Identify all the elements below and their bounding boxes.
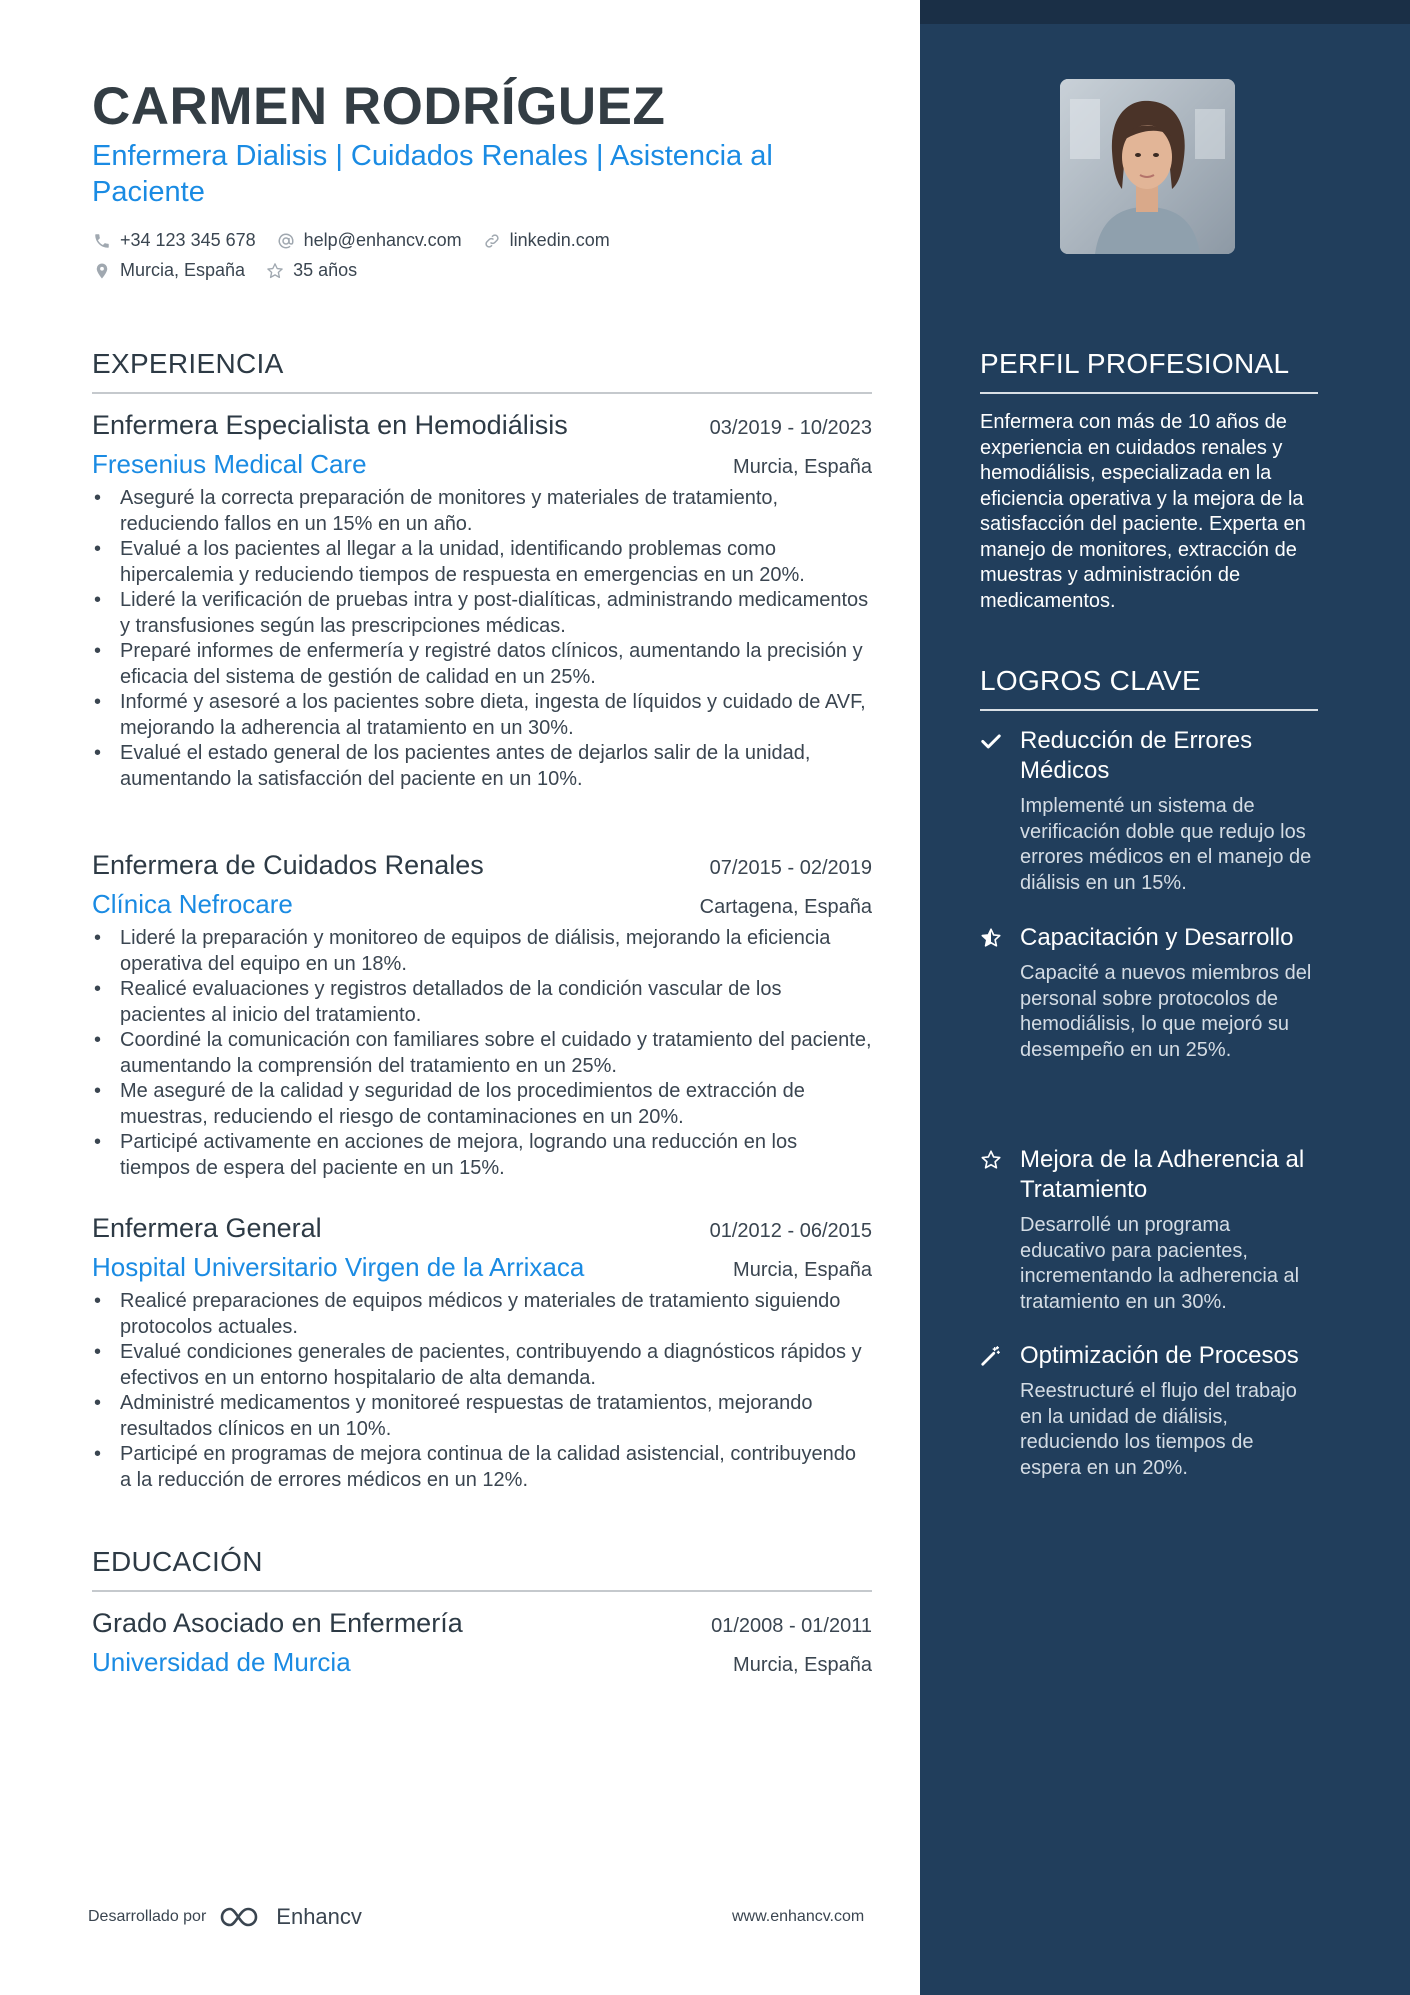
job-bullet: • Aseguré la correcta preparación de monitores y materiales de tratamiento, reduciendo fallos en un 15% en un año. — [92, 486, 872, 537]
job-bullets — [92, 926, 872, 1181]
sidebar-top-bar — [920, 0, 1410, 24]
job-bullet: • Informé y asesoré a los pacientes sobre dieta, ingesta de líquidos y cuidado de AVF, mejorando la adherencia al tratamiento en un 30%. — [92, 690, 872, 741]
job-bullets — [92, 1289, 872, 1493]
job-bullet: • Evalué condiciones generales de pacientes, contribuyendo a diagnósticos rápidos y efectivos en un entorno hospitalario de alta demanda. — [92, 1340, 872, 1391]
job-bullet: • Lideré la preparación y monitoreo de equipos de diálisis, mejorando la eficiencia operativa del equipo en un 18%. — [92, 926, 872, 977]
age-text: 35 años — [293, 260, 358, 280]
linkedin-text: linkedin.com — [509, 230, 610, 250]
linkedin-item[interactable] — [482, 230, 610, 251]
location-text: Murcia, España — [120, 260, 246, 280]
achievement-title: Capacitación y Desarrollo — [1020, 924, 1294, 951]
email-item[interactable] — [276, 230, 462, 251]
experience-section-title: EXPERIENCIA — [92, 348, 872, 394]
achievements-section-title: LOGROS CLAVE — [980, 665, 1318, 711]
job-company[interactable]: Fresenius Medical Care — [92, 449, 367, 479]
location-pin-icon — [92, 261, 112, 281]
location-item — [92, 260, 245, 281]
achievement-desc: Reestructuré el flujo del trabajo en la unidad de diálisis, reduciendo los tiempos de espera en un 20%. — [1020, 1380, 1297, 1479]
job-bullet: • Me aseguré de la calidad y seguridad de los procedimientos de extracción de muestras, reduciendo el riesgo de contaminaciones en un 20%. — [92, 1079, 872, 1130]
profile-section-title: PERFIL PROFESIONAL — [980, 348, 1318, 394]
job-location: Murcia, España — [733, 1259, 872, 1281]
job-bullet: • Participé activamente en acciones de mejora, logrando una reducción en los tiempos de espera del paciente en un 15%. — [92, 1130, 872, 1181]
job-entry — [92, 850, 872, 1181]
enhancv-logo-icon — [218, 1904, 266, 1930]
profile-photo-image — [1060, 79, 1235, 254]
star-icon — [265, 261, 285, 281]
footer-website[interactable]: www.enhancv.com — [732, 1908, 865, 1925]
contact-row-2 — [92, 260, 377, 281]
job-company[interactable]: Hospital Universitario Virgen de la Arrixaca — [92, 1252, 585, 1282]
phone-icon — [92, 231, 112, 251]
contact-row-1 — [92, 230, 630, 251]
star-outline-icon — [980, 1149, 1002, 1171]
job-entry — [92, 410, 872, 792]
achievement-title: Mejora de la Adherencia al Tratamiento — [1020, 1146, 1305, 1203]
footer-branding — [88, 1904, 362, 1930]
job-bullet: • Administré medicamentos y monitoreé respuestas de tratamientos, mejorando resultados clínicos en un 10%. — [92, 1391, 872, 1442]
job-location: Cartagena, España — [699, 896, 872, 918]
phone-text: +34 123 345 678 — [120, 230, 256, 250]
job-company[interactable]: Clínica Nefrocare — [92, 889, 293, 919]
age-item — [265, 260, 357, 281]
job-bullet: • Evalué a los pacientes al llegar a la unidad, identificando problemas como hipercalemia y reduciendo tiempos de respuesta en emergencias en un 20%. — [92, 537, 872, 588]
achievement-item — [980, 726, 1320, 896]
education-section-title: EDUCACIÓN — [92, 1546, 872, 1592]
job-dates: 01/2012 - 06/2015 — [709, 1220, 872, 1242]
job-location: Murcia, España — [733, 456, 872, 478]
job-entry — [92, 1213, 872, 1493]
job-bullet: • Coordiné la comunicación con familiares sobre el cuidado y tratamiento del paciente, aumentando la comprensión del tratamiento en un 25%. — [92, 1028, 872, 1079]
phone-item[interactable] — [92, 230, 256, 251]
job-bullets — [92, 486, 872, 792]
candidate-name: CARMEN RODRÍGUEZ — [92, 77, 666, 136]
achievement-desc: Desarrollé un programa educativo para pacientes, incrementando la adherencia al tratamiento en un 30%. — [1020, 1214, 1300, 1313]
job-role: Enfermera de Cuidados Renales — [92, 850, 484, 880]
achievement-item — [980, 1341, 1320, 1481]
achievement-desc: Implementé un sistema de verificación doble que redujo los errores médicos en el manejo de diálisis en un 15%. — [1020, 795, 1312, 894]
job-bullet: • Lideré la verificación de pruebas intra y post-dialíticas, administrando medicamentos y transfusiones según las prescripciones médicas. — [92, 588, 872, 639]
job-bullet: • Preparé informes de enfermería y registré datos clínicos, aumentando la precisión y eficacia del sistema de gestión de calidad en un 25%. — [92, 639, 872, 690]
checkmark-icon — [980, 730, 1002, 752]
enhancv-logo[interactable] — [218, 1904, 362, 1930]
profile-summary: Enfermera con más de 10 años de experiencia en cuidados renales y hemodiálisis, especializada en la eficiencia operativa y la mejora de la satisfacción del paciente. Experta en manejo de monitores, extracción de muestras y administración de medicamentos. — [980, 411, 1306, 612]
job-bullet: • Realicé evaluaciones y registros detallados de la condición vascular de los pacientes al inicio del tratamiento. — [92, 977, 872, 1028]
email-text: help@enhancv.com — [303, 230, 462, 250]
education-degree: Grado Asociado en Enfermería — [92, 1608, 463, 1638]
job-bullet: • Evalué el estado general de los pacientes antes de dejarlos salir de la unidad, aumentando la satisfacción del paciente en un 10%. — [92, 741, 872, 792]
education-dates: 01/2008 - 01/2011 — [711, 1615, 872, 1637]
achievement-desc: Capacité a nuevos miembros del personal sobre protocolos de hemodiálisis, lo que mejoró su desempeño en un 25%. — [1020, 962, 1312, 1061]
job-dates: 07/2015 - 02/2019 — [709, 857, 872, 879]
at-icon — [276, 231, 296, 251]
powered-by-text: Desarrollado por — [88, 1908, 207, 1925]
magic-wand-icon — [980, 1345, 1002, 1367]
job-role: Enfermera Especialista en Hemodiálisis — [92, 410, 568, 440]
education-school[interactable]: Universidad de Murcia — [92, 1647, 351, 1677]
job-dates: 03/2019 - 10/2023 — [709, 417, 872, 439]
achievement-item — [980, 923, 1320, 1063]
candidate-subtitle: Enfermera Dialisis | Cuidados Renales | Asistencia al Paciente — [92, 140, 773, 208]
job-role: Enfermera General — [92, 1213, 322, 1243]
achievement-title: Optimización de Procesos — [1020, 1342, 1299, 1369]
job-bullet: • Realicé preparaciones de equipos médicos y materiales de tratamiento siguiendo protocolos actuales. — [92, 1289, 872, 1340]
education-entry — [92, 1608, 872, 1678]
achievement-title: Reducción de Errores Médicos — [1020, 727, 1253, 784]
profile-photo — [1060, 79, 1235, 254]
star-half-icon — [980, 927, 1002, 949]
enhancv-logo-text: Enhancv — [276, 1904, 362, 1929]
link-icon — [482, 231, 502, 251]
job-bullet: • Participé en programas de mejora continua de la calidad asistencial, contribuyendo a la reducción de errores médicos en un 12%. — [92, 1442, 872, 1493]
achievement-item — [980, 1145, 1320, 1315]
education-location: Murcia, España — [733, 1654, 872, 1676]
